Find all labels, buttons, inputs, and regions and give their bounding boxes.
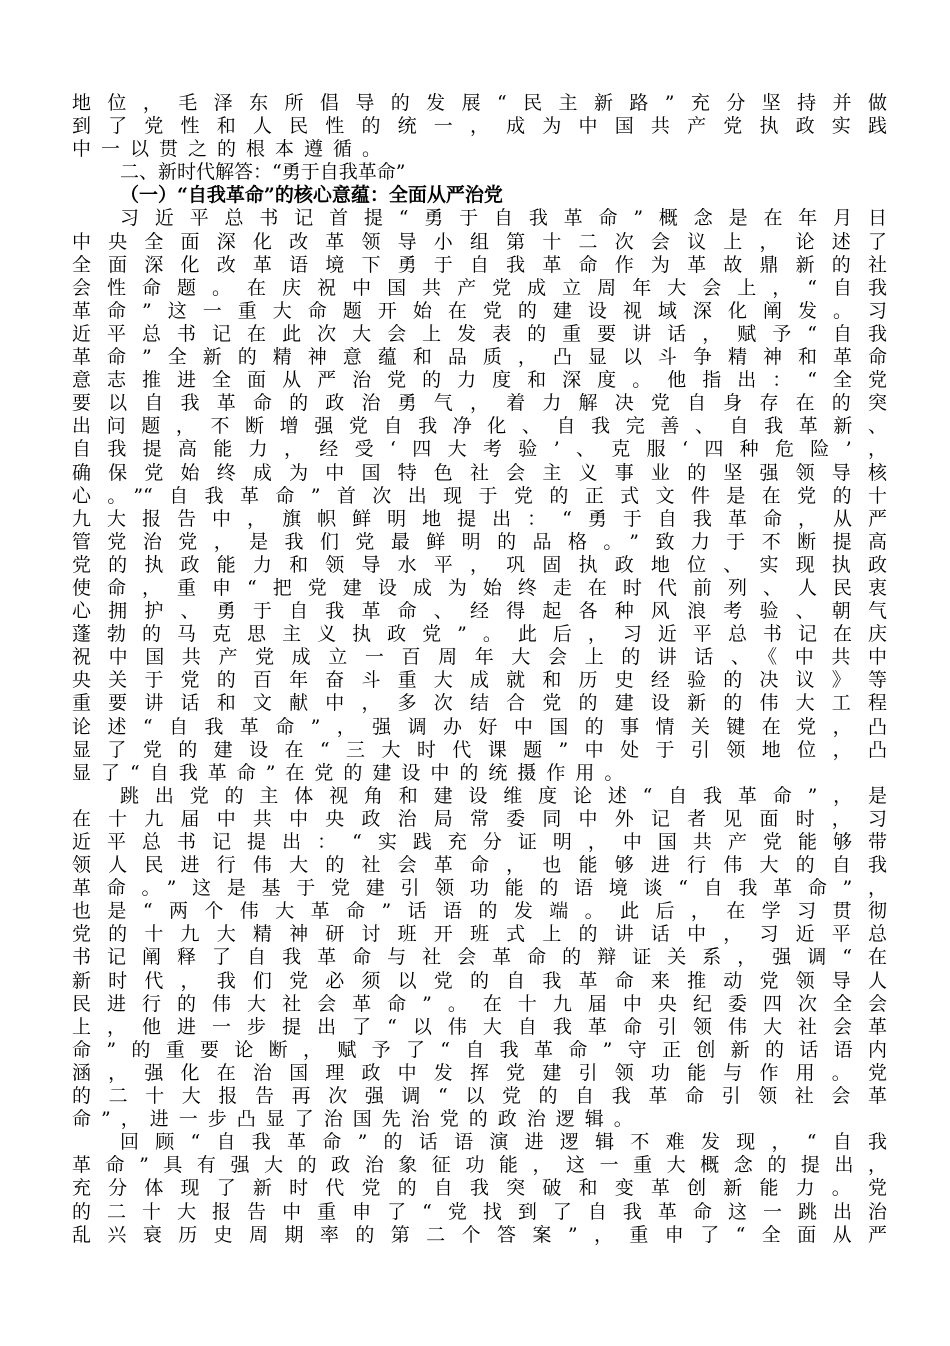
subsection-heading: （一）“自我革命”的核心意蕴：全面从严治党 — [120, 184, 503, 207]
text-line: 习近平总书记首提“勇于自我革命”概念是在年月日 — [120, 207, 887, 230]
text-line: 在十九届中共中央政治局常委同中外记者见面时，习 — [72, 807, 887, 830]
text-line: 领人民进行伟大的社会革命，也能够进行伟大的自我 — [72, 854, 887, 877]
text-line: 党的执政能力和领导水平，巩固执政地位、实现执政 — [72, 553, 887, 576]
text-line: 充分体现了新时代党的自我突破和变革创新能力。党 — [72, 1177, 887, 1200]
text-line: 的二十大报告再次强调“以党的自我革命引领社会革 — [72, 1085, 887, 1108]
text-line: 地位，毛泽东所倡导的发展“民主新路”充分坚持并做 — [72, 92, 887, 114]
text-line: 祝中国共产党成立一百周年大会上的讲话、《中共中 — [72, 646, 887, 669]
text-line: 近平总书记在此次大会上发表的重要讲话，赋予“自我 — [72, 322, 887, 345]
text-line: 心拥护、勇于自我革命、经得起各种风浪考验、朝气 — [72, 600, 887, 623]
text-line: 命”的重要论断，赋予了“自我革命”守正创新的话语内 — [72, 1038, 887, 1061]
text-line: 显了党的建设在“三大时代课题”中处于引领地位，凸 — [72, 738, 887, 761]
text-line: 革命。”这是基于党建引领功能的语境谈“自我革命”， — [72, 877, 887, 900]
text-line: 涵，强化在治国理政中发挥党建引领功能与作用。党 — [72, 1061, 887, 1084]
text-line: 会性命题。在庆祝中国共产党成立周年大会上，“自我 — [72, 276, 887, 299]
text-line: 书记阐释了自我革命与社会革命的辩证关系，强调“在 — [72, 946, 887, 969]
text-line: 到了党性和人民性的统一，成为中国共产党执政实践 — [72, 115, 887, 138]
text-line: 重要讲话和文献中，多次结合党的建设新的伟大工程 — [72, 692, 887, 715]
text-line: 近平总书记提出：“实践充分证明，中国共产党能够带 — [72, 831, 887, 853]
text-line: 革命”这一重大命题开始在党的建设视域深化阐发。习 — [72, 299, 887, 322]
text-line: 中一以贯之的根本遵循。 — [72, 138, 392, 161]
text-line: 新时代，我们党必须以党的自我革命来推动党领导人 — [72, 969, 887, 992]
text-line: 全面深化改革语境下勇于自我革命作为革故鼎新的社 — [72, 253, 887, 276]
text-line: 蓬勃的马克思主义执政党”。此后，习近平总书记在庆 — [72, 623, 887, 646]
text-line: 管党治党，是我们党最鲜明的品格。”致力于不断提高 — [72, 530, 887, 553]
text-line: 要以自我革命的政治勇气，着力解决党自身存在的突 — [72, 392, 887, 415]
text-line: 中央全面深化改革领导小组第十二次会议上，论述了 — [72, 230, 887, 253]
text-line: 上，他进一步提出了“以伟大自我革命引领伟大社会革 — [72, 1015, 887, 1038]
text-line: 显了“自我革命”在党的建设中的统摄作用。 — [72, 761, 634, 784]
text-line: 回顾“自我革命”的话语演进逻辑不难发现，“自我 — [120, 1131, 887, 1154]
text-line: 意志推进全面从严治党的力度和深度。他指出：“全党 — [72, 369, 887, 392]
text-line: 九大报告中，旗帜鲜明地提出：“勇于自我革命，从严 — [72, 507, 887, 530]
text-line: 革命”全新的精神意蕴和品质，凸显以斗争精神和革命 — [72, 346, 887, 369]
text-line: 民进行的伟大社会革命”。在十九届中央纪委四次全会 — [72, 992, 887, 1015]
text-line: 确保党始终成为中国特色社会主义事业的坚强领导核 — [72, 461, 887, 484]
document-page — [72, 92, 887, 1247]
text-line: 跳出党的主体视角和建设维度论述“自我革命”，是 — [120, 784, 887, 807]
text-line: 论述“自我革命”，强调办好中国的事情关键在党，凸 — [72, 715, 887, 738]
text-line: 革命”具有强大的政治象征功能，这一重大概念的提出， — [72, 1154, 887, 1177]
text-line: 心。”“自我革命”首次出现于党的正式文件是在党的十 — [72, 484, 887, 507]
text-line: 也是“两个伟大革命”话语的发端。此后，在学习贯彻 — [72, 900, 887, 923]
section-heading: 二、新时代解答：“勇于自我革命” — [120, 161, 406, 184]
text-line: 的二十大报告中重申了“党找到了自我革命这一跳出治 — [72, 1200, 887, 1223]
text-line: 党的十九大精神研讨班开班式上的讲话中，习近平总 — [72, 923, 887, 946]
text-line: 央关于党的百年奋斗重大成就和历史经验的决议》等 — [72, 669, 887, 692]
text-line: 乱兴衰历史周期率的第二个答案”，重申了“全面从严 — [72, 1223, 887, 1246]
text-line: 使命，重申“把党建设成为始终走在时代前列、人民衷 — [72, 576, 887, 599]
text-line: 命”，进一步凸显了治国先治党的政治逻辑。 — [72, 1108, 643, 1131]
text-line: 自我提高能力，经受‘四大考验’、克服‘四种危险’， — [72, 438, 887, 461]
text-line: 出问题，不断增强党自我净化、自我完善、自我革新、 — [72, 415, 887, 438]
